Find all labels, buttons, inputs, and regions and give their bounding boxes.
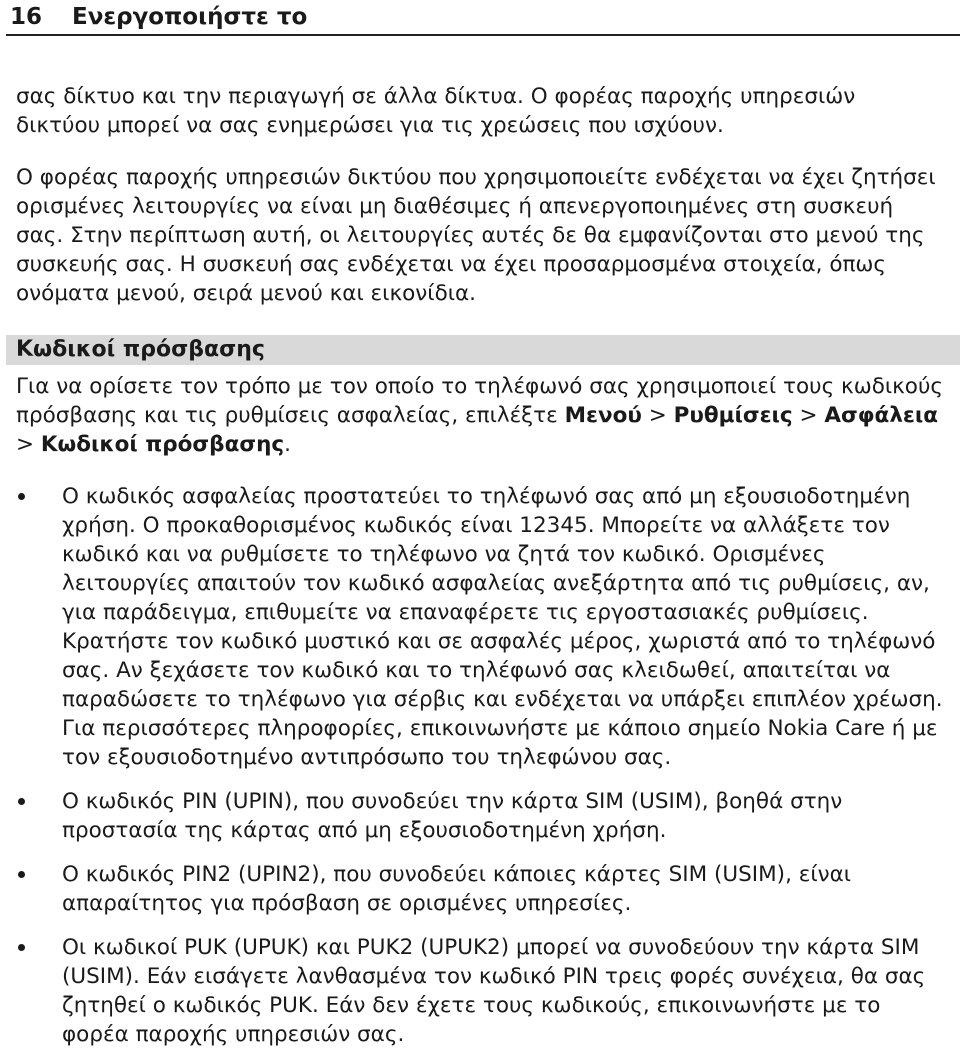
list-item-text: Ο κωδικός ασφαλείας προστατεύει το τηλέφωνό σας από μη εξουσιοδοτημένη χρήση. Ο προκαθορισμένος κωδικός είναι 12345. Μπορείτε να αλλάξετε τον κωδικό και να ρυθμίσετε το τηλέφωνο να ζητά τον κωδικό. Ορισμένες λειτουργίες απαιτούν τον κωδικό ασφαλείας ανεξάρτητα από τις ρυθμίσεις, αν, για παράδειγμα, επιθυμείτε να επαναφέρετε τις εργοστασιακές ρυθμίσεις. Κρατήστε τον κωδικό μυστικό και σε ασφαλές μέρος, χωριστά από το τηλέφωνό σας. Αν ξεχάσετε τον κωδικό και το τηλέφωνό σας κλειδωθεί, απαιτείται να παραδώσετε το τηλέφωνο για σέρβις και ενδέχεται να υπάρξει επιπλέον χρέωση. Για περισσότερες πληροφορίες, επικοινωνήστε με κάποιο σημείο Nokia Care ή με τον εξουσιοδοτημένο αντιπρόσωπο του τηλεφώνου σας. bbox=[62, 484, 943, 770]
list-item-text: Οι κωδικοί PUK (UPUK) και PUK2 (UPUK2) μπορεί να συνοδεύουν την κάρτα SIM (USIM). Εάν εισάγετε λανθασμένα τον κωδικό PIN τρεις φορές συνέχεια, θα σας ζητηθεί ο κωδικός PUK. Εάν δεν έχετε τους κωδικούς, επικοινωνήστε με το φορέα παροχής υπηρεσιών σας. bbox=[62, 935, 926, 1047]
paragraph-operator-features: Ο φορέας παροχής υπηρεσιών δικτύου που χρησιμοποιείτε ενδέχεται να έχει ζητήσει ορισμένες λειτουργίες να είναι μη διαθέσιμες ή απενεργοποιημένες στη συσκευή σας. Στην περίπτωση αυτή, οι λειτουργίες αυτές δε θα εμφανίζονται στο μενού της συσκευής σας. Η συσκευή σας ενδέχεται να έχει προσαρμοσμένα στοιχεία, όπως ονόματα μενού, σειρά μενού και εικονίδια. bbox=[16, 165, 936, 306]
bullet-icon bbox=[18, 944, 25, 951]
intro-end: . bbox=[284, 432, 291, 457]
menu-path-menu: Μενού bbox=[564, 403, 642, 428]
path-separator: > bbox=[16, 432, 41, 457]
bullet-icon bbox=[18, 493, 25, 500]
bullet-icon bbox=[18, 871, 25, 878]
chapter-title: Ενεργοποιήστε το bbox=[72, 4, 308, 30]
bullet-icon bbox=[18, 798, 25, 805]
paragraph-access-codes-intro bbox=[16, 372, 946, 459]
list-item-text: Ο κωδικός PIN2 (UPIN2), που συνοδεύει κάποιες κάρτες SIM (USIM), είναι απαραίτητος για πρόσβαση σε ορισμένες υπηρεσίες. bbox=[62, 862, 852, 916]
list-item-puk-codes bbox=[16, 933, 946, 1049]
menu-path-access-codes: Κωδικοί πρόσβασης bbox=[40, 432, 285, 457]
path-separator: > bbox=[641, 403, 674, 428]
access-codes-list bbox=[16, 482, 946, 1064]
running-header bbox=[6, 2, 960, 36]
list-item-pin-code bbox=[16, 787, 946, 845]
menu-path-settings: Ρυθμίσεις bbox=[673, 403, 793, 428]
page-number: 16 bbox=[10, 4, 43, 30]
section-heading-access-codes: Κωδικοί πρόσβασης bbox=[6, 335, 960, 365]
path-separator: > bbox=[792, 403, 825, 428]
list-item-text: Ο κωδικός PIN (UPIN), που συνοδεύει την κάρτα SIM (USIM), βοηθά στην προστασία της κάρτας από μη εξουσιοδοτημένη χρήση. bbox=[62, 789, 843, 843]
intro-text: Για να ορίσετε τον τρόπο με τον οποίο το τηλέφωνό σας χρησιμοποιεί τους κωδικούς πρόσβασης και τις ρυθμίσεις ασφαλείας, επιλέξτε bbox=[16, 374, 944, 428]
list-item-pin2-code bbox=[16, 860, 946, 918]
menu-path-security: Ασφάλεια bbox=[824, 403, 939, 428]
list-item-security-code bbox=[16, 482, 946, 772]
paragraph-network-roaming: σας δίκτυο και την περιαγωγή σε άλλα δίκτυα. Ο φορέας παροχής υπηρεσιών δικτύου μπορεί να σας ενημερώσει για τις χρεώσεις που ισχύουν. bbox=[16, 84, 856, 138]
